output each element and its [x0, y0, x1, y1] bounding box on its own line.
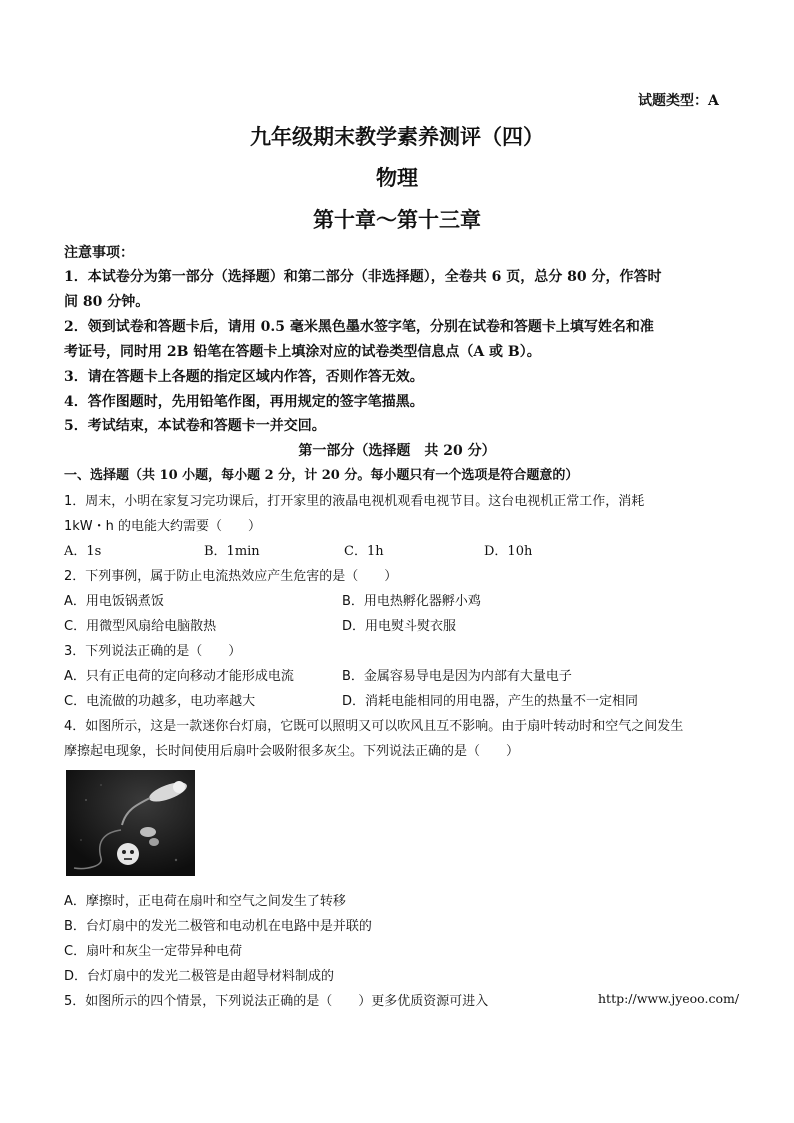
- exam-title: 九年级期末教学素养测评（四）: [250, 124, 544, 149]
- resource-link[interactable]: http://www.jyeoo.com/: [598, 991, 740, 1006]
- question-4-option-c: C．扇叶和灰尘一定带异种电荷: [64, 944, 243, 959]
- question-1-option-d: D．10h: [484, 544, 533, 559]
- question-3-option-d: D．消耗电能相同的用电器，产生的热量不一定相同: [342, 694, 639, 709]
- question-4-stem-line-1: 4．如图所示，这是一款迷你台灯扇，它既可以照明又可以吹风且互不影响。由于扇叶转动时和空气之间发生: [64, 719, 684, 734]
- notice-heading: 注意事项：: [64, 245, 134, 261]
- question-2-stem: 2．下列事例，属于防止电流热效应产生危害的是（ ）: [64, 569, 398, 584]
- question-1-stem-line-2: 1kW・h 的电能大约需要（ ）: [64, 519, 262, 534]
- question-2-option-b: B．用电热孵化器孵小鸡: [342, 594, 481, 609]
- question-4-option-d: D．台灯扇中的发光二极管是由超导材料制成的: [64, 969, 335, 984]
- notice-item-4: 4．答作图题时，先用铅笔作图，再用规定的签字笔描黑。: [64, 394, 424, 410]
- question-1-option-c: C．1h: [344, 544, 384, 559]
- question-5-stem: 5．如图所示的四个情景，下列说法正确的是（ ）更多优质资源可进入: [64, 994, 489, 1009]
- question-2-option-c: C．用微型风扇给电脑散热: [64, 619, 217, 634]
- question-4-option-b: B．台灯扇中的发光二极管和电动机在电路中是并联的: [64, 919, 372, 934]
- notice-item-2-line-2: 考证号，同时用 2B 铅笔在答题卡上填涂对应的试卷类型信息点（A 或 B）。: [64, 344, 541, 360]
- notice-item-5: 5．考试结束，本试卷和答题卡一并交回。: [64, 418, 326, 434]
- notice-item-2-line-1: 2．领到试卷和答题卡后，请用 0.5 毫米黑色墨水签字笔，分别在试卷和答题卡上填写姓名和准: [64, 319, 654, 335]
- question-2-option-a: A．用电饭锅煮饭: [64, 594, 164, 609]
- question-3-option-b: B．金属容易导电是因为内部有大量电子: [342, 669, 572, 684]
- question-4-stem-line-2: 摩擦起电现象，长时间使用后扇叶会吸附很多灰尘。下列说法正确的是（ ）: [64, 744, 520, 759]
- question-3-option-a: A．只有正电荷的定向移动才能形成电流: [64, 669, 294, 684]
- notice-item-3: 3．请在答题卡上各题的指定区域内作答，否则作答无效。: [64, 369, 424, 385]
- part-one-heading: 第一部分（选择题 共 20 分）: [298, 443, 496, 459]
- notice-item-1-line-2: 间 80 分钟。: [64, 294, 150, 310]
- chapter-range-title: 第十章～第十三章: [313, 207, 481, 232]
- exam-type-label: 试题类型：A: [638, 93, 719, 109]
- question-3-option-c: C．电流做的功越多，电功率越大: [64, 694, 256, 709]
- subject-title: 物理: [376, 165, 418, 190]
- question-1-option-a: A．1s: [64, 544, 102, 559]
- question-4-option-a: A．摩擦时，正电荷在扇叶和空气之间发生了转移: [64, 894, 346, 909]
- question-1-option-b: B．1min: [204, 544, 260, 559]
- notice-item-1-line-1: 1．本试卷分为第一部分（选择题）和第二部分（非选择题），全卷共 6 页，总分 80 分，作答时: [64, 269, 662, 285]
- question-3-stem: 3．下列说法正确的是（ ）: [64, 644, 242, 659]
- question-1-stem-line-1: 1．周末，小明在家复习完功课后，打开家里的液晶电视机观看电视节目。这台电视机正常工作，消耗: [64, 494, 645, 509]
- section-one-heading: 一、选择题（共 10 小题，每小题 2 分，计 20 分。每小题只有一个选项是符合题意的）: [64, 468, 579, 483]
- question-2-option-d: D．用电熨斗熨衣服: [342, 619, 457, 634]
- lamp-fan-photo: [66, 770, 195, 876]
